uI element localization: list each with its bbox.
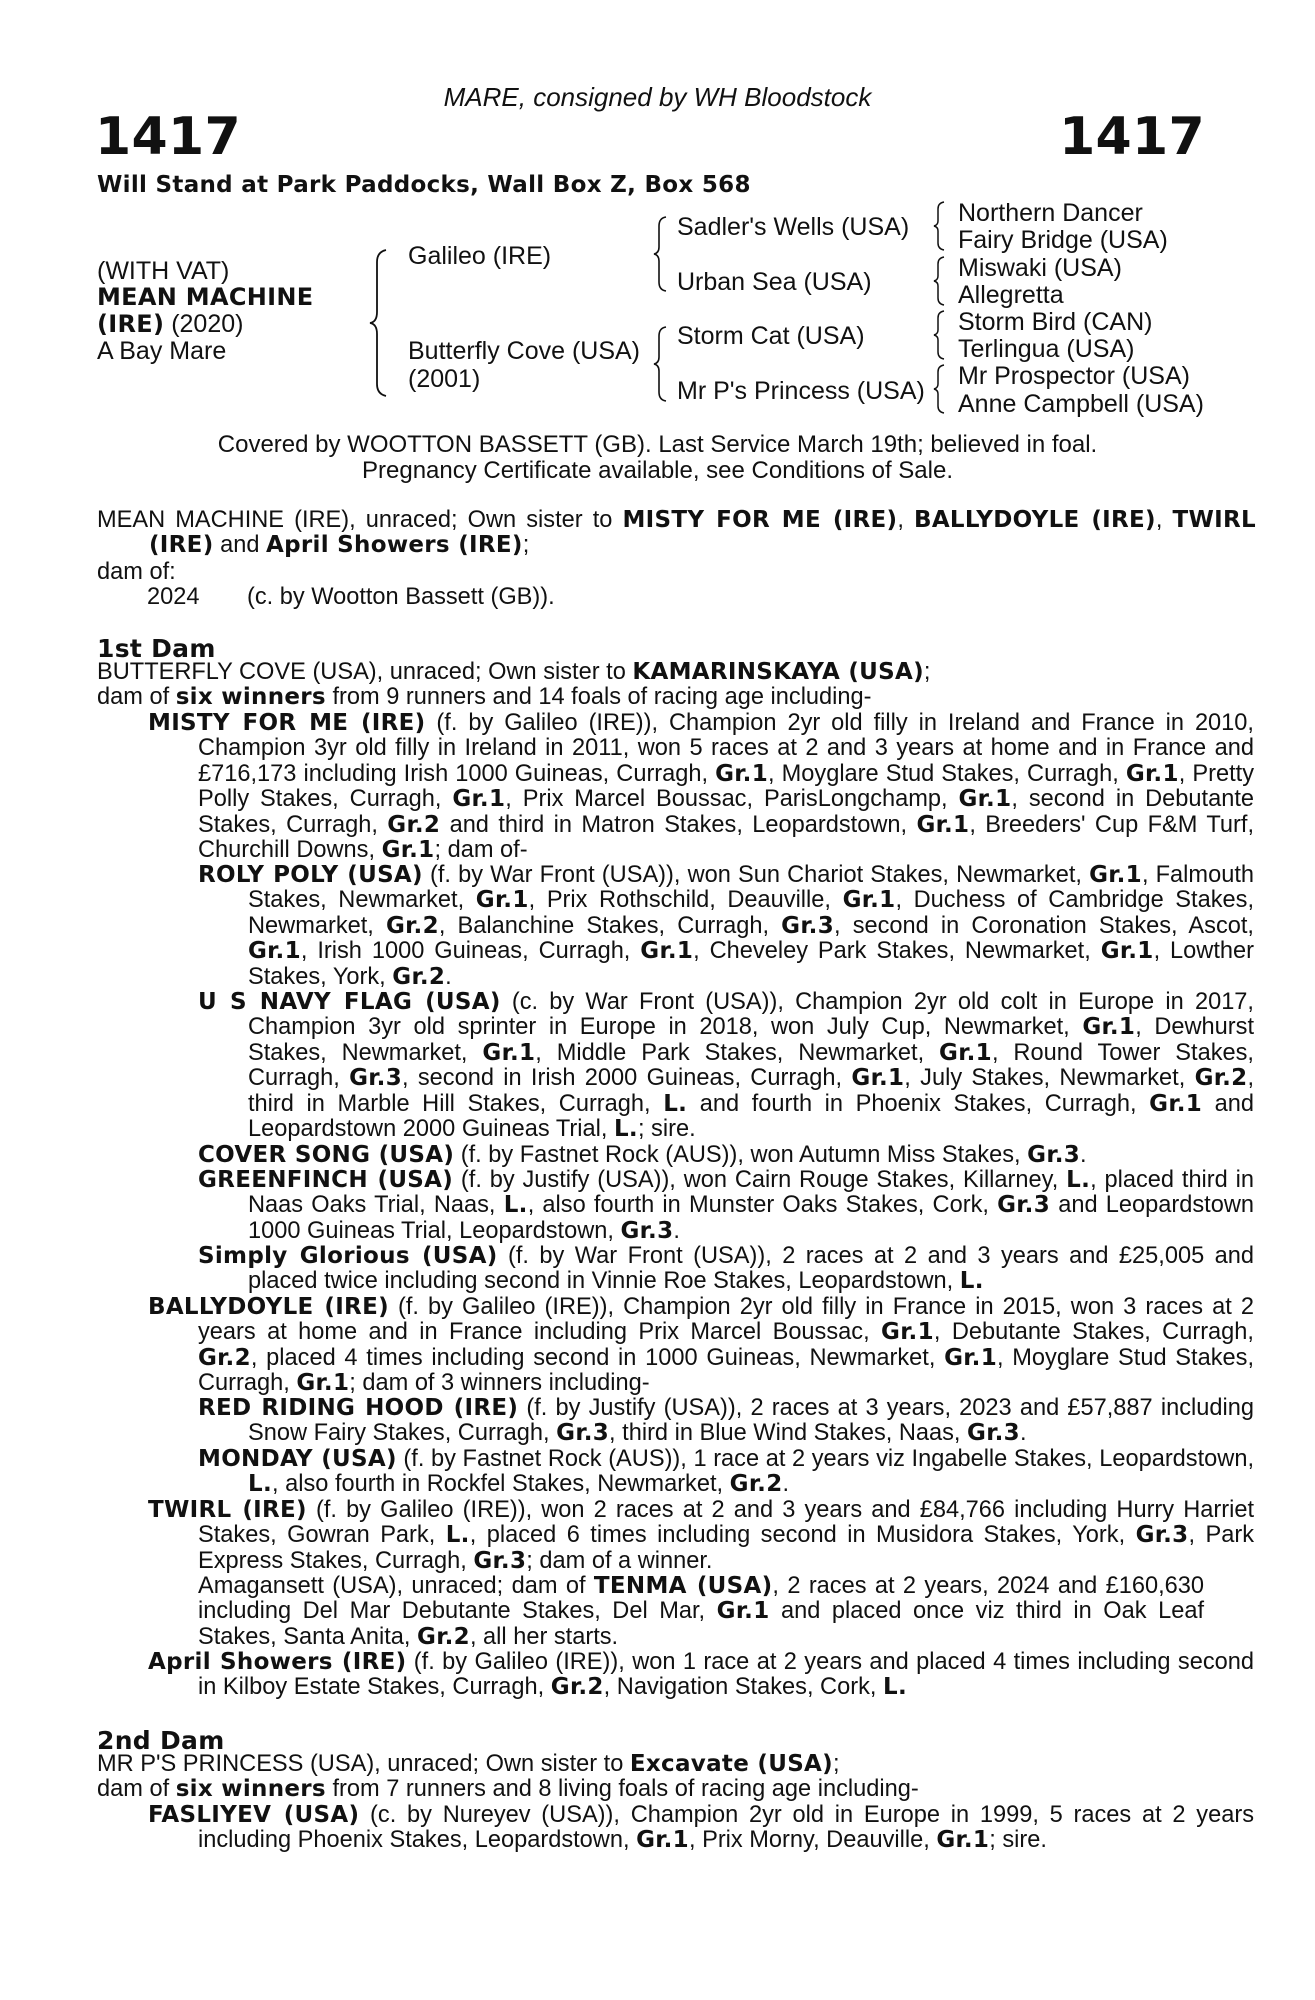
grade: Gr.1: [939, 1039, 992, 1066]
intro-sibling-3: TWIRL (IRE): [149, 507, 1256, 559]
pedigree-brace-main: [368, 248, 392, 398]
grade: L.: [613, 1116, 638, 1143]
text: (f. by Galileo (IRE)), won 1 race at 2 years and placed 4 times including second in Kilboy Estate Stakes, Curragh,: [198, 1649, 1254, 1701]
grade: Gr.1: [1149, 1090, 1203, 1117]
text: (f. by Galileo (IRE)), Champion 2yr old filly in Ireland and France in 2010, Champion 3yr old filly in Ireland in 2011, won 5 races at 2 and 3 years at home and in France and £716,173 including Irish 1000 Guineas, Curragh,: [198, 710, 1254, 787]
text: , Dewhurst Stakes, Newmarket,: [248, 1014, 1254, 1066]
horse-country-year: [97, 310, 243, 338]
grade: L.: [248, 1471, 272, 1498]
grade: Gr.2: [385, 912, 439, 939]
progeny-misty-for-me: [148, 711, 1254, 863]
text: , Prix Morny, Deauville,: [688, 1827, 937, 1854]
intro-sibling-4: April Showers (IRE): [266, 532, 523, 559]
horse-name: MEAN MACHINE: [97, 283, 314, 311]
horse-name: COVER SONG (USA): [198, 1142, 455, 1168]
lot-number-right: 1417: [1059, 107, 1205, 167]
text: BUTTERFLY COVE (USA), unraced; Own sister to: [97, 659, 633, 685]
grade: Gr.2: [729, 1471, 783, 1498]
foal-year: 2024: [147, 584, 200, 610]
text: and Leopardstown 1000 Guineas Trial, Leopardstown,: [248, 1192, 1254, 1244]
text: .: [445, 963, 452, 990]
grade: Gr.3: [781, 912, 835, 939]
horse-name: Simply Glorious (USA): [198, 1243, 498, 1269]
text: , placed 4 times including second in 1000 Guineas, Newmarket,: [250, 1344, 945, 1371]
grade: Gr.3: [1135, 1522, 1189, 1549]
text: (f. by Galileo (IRE)), Champion 2yr old filly in France in 2015, won 3 races at 2 years at home and in France including Prix Marcel Boussac,: [198, 1294, 1255, 1346]
grandsire-2: Urban Sea (USA): [677, 268, 872, 296]
text: , Duchess of Cambridge Stakes, Newmarket,: [248, 887, 1254, 939]
grade: Gr.2: [392, 963, 446, 990]
great-grandparent-5: Storm Bird (CAN): [958, 308, 1153, 336]
dam: Butterfly Cove (USA): [408, 337, 641, 365]
text: , Breeders' Cup F&M Turf, Churchill Downs,: [198, 811, 1254, 864]
first-dam-heading: 1st Dam: [97, 634, 216, 663]
progeny-monday: [198, 1447, 1254, 1498]
progeny-april-showers: [148, 1650, 1254, 1701]
text: dam of: [97, 1776, 176, 1803]
text: , Lowther Stakes, York,: [248, 938, 1254, 990]
grade: Gr.1: [916, 811, 970, 838]
text: from 7 runners and 8 living foals of racing age including-: [325, 1776, 919, 1803]
brace-gg-2: [932, 255, 948, 307]
text: , Pretty Polly Stakes, Curragh,: [198, 760, 1254, 813]
grade: Gr.1: [1089, 862, 1142, 888]
grade: Gr.2: [198, 1344, 251, 1371]
grade: Gr.3: [473, 1547, 527, 1574]
grade: L.: [882, 1674, 907, 1701]
horse-name: RED RIDING HOOD (IRE): [198, 1395, 519, 1421]
text: , Debutante Stakes, Curragh,: [933, 1319, 1254, 1346]
great-grandparent-2: Fairy Bridge (USA): [958, 226, 1168, 254]
horse-name: ROLY POLY (USA): [198, 862, 423, 888]
grade: Gr.1: [1125, 760, 1179, 787]
text: (f. by War Front (USA)), won Sun Chariot Stakes, Newmarket,: [422, 862, 1090, 888]
grandsire-3: Storm Cat (USA): [677, 322, 865, 350]
horse-name: BALLYDOYLE (IRE): [148, 1294, 389, 1320]
grade: Gr.1: [958, 786, 1012, 813]
text: (c. by War Front (USA)), Champion 2yr old colt in Europe in 2017, Champion 3yr old sprinter in Europe in 2018, won July Cup, Newmarket,: [248, 989, 1254, 1041]
great-grandparent-6: Terlingua (USA): [958, 335, 1135, 363]
grade: L.: [1066, 1167, 1091, 1193]
progeny-cover-song: [198, 1143, 1254, 1168]
progeny-fasliyev: [148, 1803, 1254, 1854]
dam-of-label: dam of:: [97, 559, 176, 585]
progeny-simply-glorious: [198, 1244, 1254, 1295]
text: Amagansett (USA), unraced; dam of: [198, 1573, 594, 1599]
text: from 9 runners and 14 foals of racing age including-: [325, 684, 872, 711]
grade: Gr.1: [1082, 1014, 1136, 1041]
text: .: [673, 1217, 680, 1244]
horse-name: April Showers (IRE): [148, 1649, 407, 1675]
grade: Gr.1: [716, 1598, 770, 1625]
grade: Gr.1: [296, 1370, 350, 1397]
text: , 2 races at 2 years, 2024 and £160,630 including Del Mar Debutante Stakes, Del Mar,: [198, 1573, 1204, 1625]
text: (f. by Fastnet Rock (AUS)), 1 race at 2 years viz Ingabelle Stakes, Leopardstown,: [396, 1446, 1254, 1472]
text: , Prix Rothschild, Deauville,: [528, 887, 843, 914]
text: (c. by Nureyev (USA)), Champion 2yr old in Europe in 1999, 5 races at 2 years including Phoenix Stakes, Leopardstown,: [198, 1802, 1254, 1854]
text: , all her starts.: [469, 1623, 619, 1650]
vat-label: (WITH VAT): [97, 257, 230, 285]
winners-count: six winners: [175, 1776, 326, 1803]
text: , Prix Marcel Boussac, ParisLongchamp,: [505, 786, 959, 813]
foal-description: (c. by Wootton Bassett (GB)).: [247, 584, 555, 610]
text: and third in Matron Stakes, Leopardstown,: [440, 811, 917, 838]
horse-description: A Bay Mare: [97, 337, 227, 365]
grade: Gr.3: [967, 1420, 1020, 1447]
sire: Galileo (IRE): [408, 242, 552, 270]
progeny-amagansett: [198, 1574, 1204, 1650]
progeny-us-navy-flag: [198, 990, 1254, 1142]
text: (f. by Fastnet Rock (AUS)), won Autumn Miss Stakes,: [454, 1142, 1028, 1168]
text: .: [1019, 1420, 1027, 1447]
intro-paragraph: [97, 508, 1256, 559]
grade: Gr.1: [842, 887, 896, 914]
grade: Gr.1: [475, 887, 529, 914]
winners-count: six winners: [175, 684, 326, 711]
first-dam-intro: [97, 660, 1204, 711]
text: and Leopardstown 2000 Guineas Trial,: [248, 1090, 1255, 1143]
text: , Cheveley Park Stakes, Newmarket,: [693, 938, 1101, 965]
consignment-subtitle: MARE, consigned by WH Bloodstock: [443, 82, 872, 112]
text: (f. by Galileo (IRE)), won 2 races at 2 and 3 years and £84,766 including Hurry Harriet Stakes, Gowran Park,: [198, 1497, 1254, 1549]
horse-country: (IRE): [97, 310, 165, 338]
text: (f. by Justify (USA)), 2 races at 3 years, 2023 and £57,887 including Snow Fairy Stakes, Curragh,: [248, 1395, 1254, 1447]
grade: Gr.1: [452, 786, 506, 813]
text: , Moyglare Stud Stakes, Curragh,: [768, 760, 1126, 787]
horse-year: (2020): [164, 310, 244, 338]
progeny-roly-poly: [198, 863, 1254, 990]
grade: L.: [503, 1192, 528, 1219]
progeny-red-riding-hood: [198, 1396, 1254, 1447]
grade: Gr.3: [349, 1065, 402, 1092]
text: , Round Tower Stakes, Curragh,: [248, 1039, 1254, 1092]
grade: Gr.1: [881, 1319, 934, 1346]
progeny-twirl: [148, 1498, 1254, 1574]
sibling-name: Excavate (USA): [629, 1751, 833, 1777]
text: , third in Marble Hill Stakes, Curragh,: [248, 1065, 1255, 1117]
intro-sep: ,: [1155, 507, 1173, 533]
text: , Park Express Stakes, Curragh,: [198, 1522, 1254, 1574]
text: ; sire.: [637, 1116, 696, 1143]
text: .: [1080, 1142, 1087, 1168]
text: ; dam of a winner.: [526, 1547, 713, 1574]
intro-sibling-2: BALLYDOYLE (IRE): [913, 507, 1156, 533]
text: and placed once viz third in Oak Leaf Stakes, Santa Anita,: [198, 1598, 1205, 1650]
horse-name: MISTY FOR ME (IRE): [148, 710, 426, 736]
horse-name: MONDAY (USA): [198, 1446, 397, 1472]
text: ; dam of 3 winners including-: [349, 1370, 650, 1397]
grade: Gr.2: [1194, 1065, 1248, 1092]
great-grandparent-8: Anne Campbell (USA): [958, 390, 1204, 418]
text: MR P'S PRINCESS (USA), unraced; Own sister to: [97, 1751, 630, 1777]
great-grandparent-3: Miswaki (USA): [958, 254, 1122, 282]
grandsire-1: Sadler's Wells (USA): [677, 213, 910, 241]
text: and fourth in Phoenix Stakes, Curragh,: [687, 1090, 1150, 1117]
text: .: [782, 1471, 790, 1498]
text: ; dam of-: [434, 837, 528, 864]
great-grandparent-7: Mr Prospector (USA): [958, 362, 1190, 390]
text: dam of: [97, 684, 176, 711]
text: , Balanchine Stakes, Curragh,: [438, 912, 782, 939]
brace-gg-1: [932, 200, 948, 252]
grade: Gr.2: [417, 1623, 470, 1650]
text: , also fourth in Munster Oaks Stakes, Cork,: [527, 1192, 998, 1219]
brace-gg-3: [932, 309, 948, 361]
grade: L.: [663, 1090, 688, 1117]
grade: Gr.1: [636, 1827, 689, 1854]
text: (f. by Justify (USA)), won Cairn Rouge Stakes, Killarney,: [453, 1167, 1067, 1193]
progeny-greenfinch: [198, 1168, 1254, 1244]
text: , second in Coronation Stakes, Ascot,: [834, 912, 1254, 939]
dam-year: (2001): [408, 365, 481, 393]
intro-sep: and: [213, 532, 266, 559]
horse-name: U S NAVY FLAG (USA): [198, 989, 501, 1015]
pregnancy-line: Pregnancy Certificate available, see Conditions of Sale.: [362, 457, 953, 484]
grade: Gr.1: [851, 1065, 905, 1092]
grade: Gr.3: [1027, 1142, 1081, 1168]
grade: Gr.2: [387, 811, 441, 838]
text: , placed third in Naas Oaks Trial, Naas,: [248, 1167, 1254, 1219]
horse-name: TENMA (USA): [593, 1573, 773, 1599]
grade: Gr.2: [550, 1674, 604, 1701]
grade: Gr.1: [715, 760, 769, 787]
grade: Gr.3: [997, 1192, 1051, 1219]
text: (f. by War Front (USA)), 2 races at 2 and 3 years and £25,005 and placed twice including second in Vinnie Roe Stakes, Leopardstown,: [248, 1243, 1254, 1295]
grade: Gr.3: [620, 1217, 674, 1244]
text: , second in Irish 2000 Guineas, Curragh,: [402, 1065, 852, 1092]
great-grandparent-4: Allegretta: [958, 281, 1064, 309]
text: ;: [923, 659, 931, 685]
grade: Gr.3: [556, 1420, 610, 1447]
horse-name: FASLIYEV (USA): [148, 1802, 360, 1828]
grade: Gr.1: [381, 837, 435, 864]
intro-sep: ;: [522, 532, 530, 559]
text: ; sire.: [989, 1827, 1047, 1854]
location-line: Will Stand at Park Paddocks, Wall Box Z, Box 568: [97, 172, 751, 198]
great-grandparent-1: Northern Dancer: [958, 199, 1143, 227]
text: , third in Blue Wind Stakes, Naas,: [609, 1420, 968, 1447]
second-dam-intro: [97, 1752, 1204, 1803]
text: , Irish 1000 Guineas, Curragh,: [300, 938, 641, 965]
sire-brace: [652, 215, 670, 293]
text: , Middle Park Stakes, Newmarket,: [535, 1039, 940, 1066]
grade: Gr.1: [482, 1039, 536, 1066]
sibling-name: KAMARINSKAYA (USA): [632, 659, 924, 685]
text: , second in Debutante Stakes, Curragh,: [198, 786, 1254, 838]
text: , placed 6 times including second in Musidora Stakes, York,: [469, 1522, 1136, 1549]
grade: Gr.1: [944, 1344, 997, 1371]
horse-name: TWIRL (IRE): [148, 1497, 307, 1523]
intro-sibling-1: MISTY FOR ME (IRE): [622, 507, 898, 533]
grade: L.: [959, 1268, 984, 1295]
covered-line: Covered by WOOTTON BASSETT (GB). Last Service March 19th; believed in foal.: [217, 431, 1098, 458]
grade: Gr.1: [936, 1827, 990, 1854]
horse-name: GREENFINCH (USA): [198, 1167, 454, 1193]
text: , also fourth in Rockfel Stakes, Newmarket,: [272, 1471, 730, 1498]
dam-brace: [652, 325, 670, 403]
grade: Gr.1: [248, 938, 301, 965]
grade: Gr.1: [1100, 938, 1154, 965]
lot-number-left: 1417: [95, 107, 241, 167]
progeny-ballydoyle: [148, 1295, 1254, 1397]
second-dam-heading: 2nd Dam: [97, 1726, 225, 1755]
text: , Moyglare Stud Stakes, Curragh,: [198, 1344, 1254, 1397]
brace-gg-4: [932, 363, 948, 415]
text: , Navigation Stakes, Cork,: [603, 1674, 883, 1701]
text: ;: [832, 1751, 840, 1777]
intro-sep: ,: [897, 507, 914, 533]
grade: L.: [445, 1522, 470, 1549]
text: , Falmouth Stakes, Newmarket,: [248, 862, 1254, 914]
text: , July Stakes, Newmarket,: [904, 1065, 1195, 1092]
grade: Gr.1: [640, 938, 694, 965]
grandsire-4: Mr P's Princess (USA): [677, 377, 925, 405]
intro-text: MEAN MACHINE (IRE), unraced; Own sister to: [97, 507, 623, 533]
